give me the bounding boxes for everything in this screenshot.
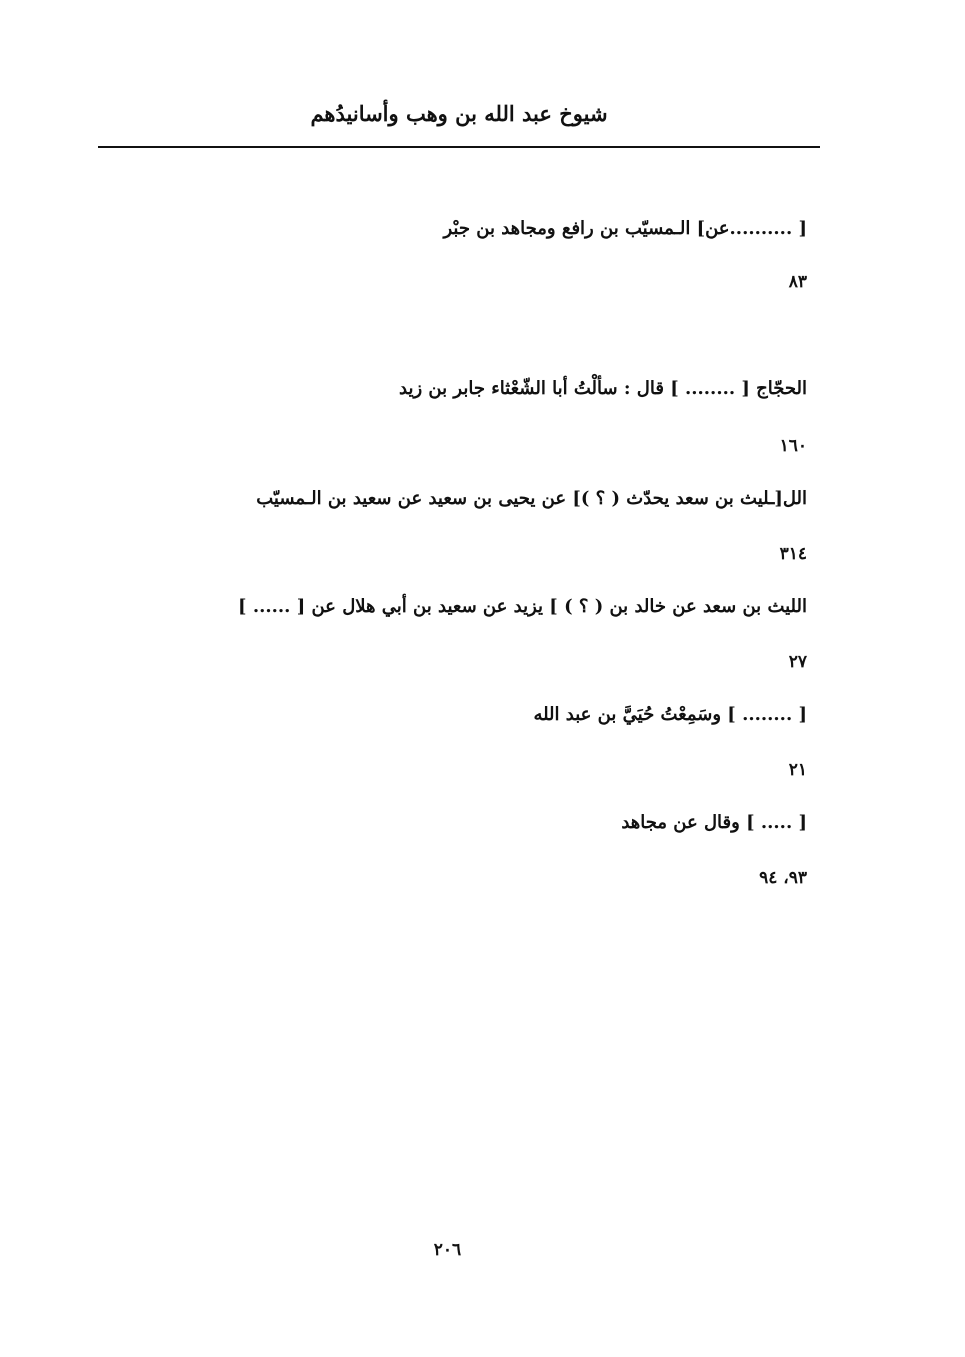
entry-text: الل[ـليث بن سعد يحدّث ( ؟ )] عن يحيى بن سعيد عن سعيد بن الـمسيّب [256, 488, 807, 509]
entry-text: [ ..........عن] الـمسيّب بن رافع ومجاهد بن جبْر [443, 218, 807, 239]
entry-text: [ ..... ] وقال عن مجاهد [621, 812, 807, 833]
entry-reference: ٩٣، ٩٤ [759, 868, 807, 888]
entry-reference: ٢٧ [788, 652, 807, 672]
entry-reference: ٨٣ [788, 272, 807, 292]
entry-text: [ ........ ] وسَمِعْتُ حُيَيَّ بن عبد الله [533, 704, 807, 725]
entry-text: الحجّاج [ ........ ] قال : سألْتُ أبا الشّعْثاء جابر بن زيد [399, 378, 807, 399]
entry-reference: ١٦٠ [779, 436, 807, 456]
header-rule [98, 146, 820, 148]
entry-reference: ٢١ [788, 760, 807, 780]
page-number: ٢٠٦ [433, 1240, 462, 1260]
entry-text: الليث بن سعد عن خالد بن ( ؟ ) ] يزيد عن سعيد بن أبي هلال عن [ ...... ] [238, 596, 807, 617]
running-head-title: شيوخ عبد الله بن وهب وأسانيدُهم [310, 101, 608, 126]
entry-reference: ٣١٤ [779, 544, 807, 564]
